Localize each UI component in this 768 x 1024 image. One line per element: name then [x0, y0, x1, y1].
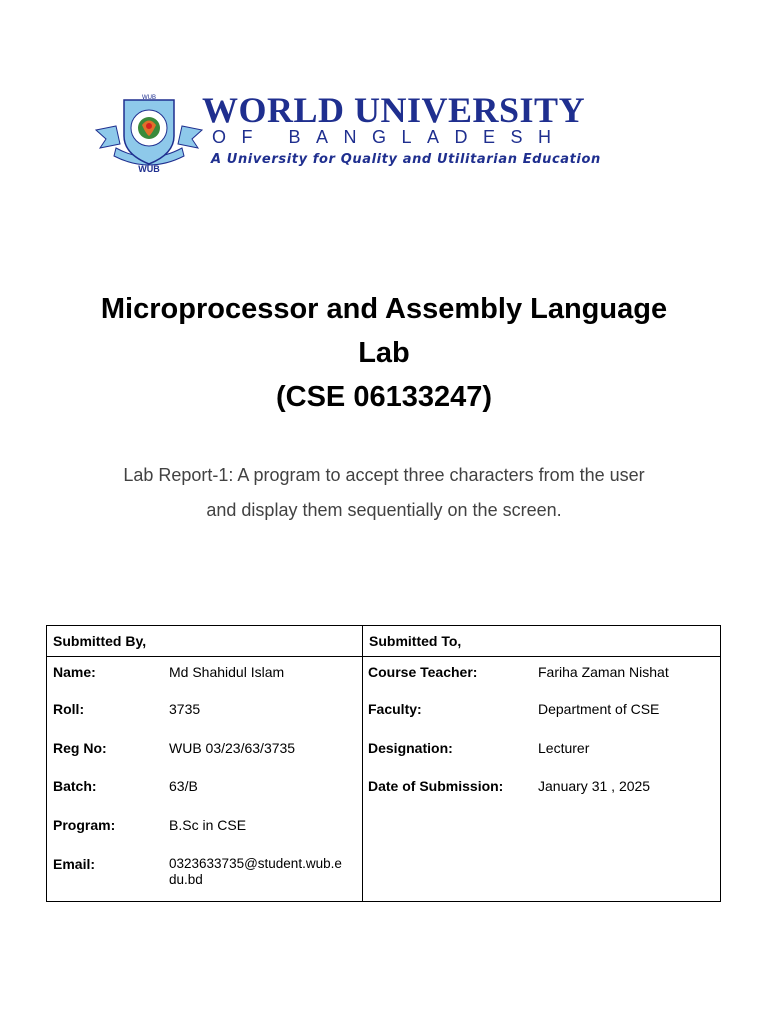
university-seal-icon — [94, 92, 204, 178]
course-title-line-2: Lab — [358, 337, 410, 369]
email-value-line-1: 0323633735@student.wub.e — [169, 856, 342, 871]
batch-value: 63/B — [169, 778, 198, 794]
seal-top-text: WUB — [142, 95, 156, 101]
submitted-to-cell — [363, 657, 721, 902]
faculty-value: Department of CSE — [538, 701, 660, 717]
course-title — [0, 287, 768, 419]
reg-no-label: Reg No: — [53, 740, 107, 756]
submitted-by-details — [47, 657, 362, 888]
lab-report-line-1: Lab Report-1: A program to accept three characters from the user — [123, 465, 645, 485]
designation-value: Lecturer — [538, 740, 590, 756]
program-label: Program: — [53, 817, 116, 833]
course-teacher-value: Fariha Zaman Nishat — [538, 664, 669, 680]
date-of-submission-label: Date of Submission: — [368, 778, 504, 794]
university-logo — [94, 92, 634, 178]
submitted-to-heading: Submitted To, — [363, 626, 721, 657]
to-row-teacher — [363, 657, 720, 701]
email-label: Email: — [53, 856, 96, 872]
university-name: WORLD UNIVERSITY — [202, 90, 586, 130]
batch-label: Batch: — [53, 778, 97, 794]
submission-header-row — [47, 626, 721, 657]
lab-report-description — [0, 458, 768, 528]
email-value — [169, 856, 362, 888]
by-row-reg — [47, 740, 362, 778]
course-code: (CSE 06133247) — [275, 381, 493, 413]
roll-label: Roll: — [53, 701, 85, 717]
by-row-program — [47, 817, 362, 856]
submitted-to-details — [363, 657, 720, 817]
name-value: Md Shahidul Islam — [169, 664, 285, 680]
by-row-email — [47, 856, 362, 888]
university-tagline: A University for Quality and Utilitarian Education — [211, 152, 601, 167]
submitted-by-cell — [47, 657, 363, 902]
email-value-line-2: du.bd — [169, 872, 203, 887]
name-label: Name: — [53, 664, 96, 680]
by-row-name — [47, 657, 362, 701]
lab-report-line-2: and display them sequentially on the screen. — [206, 500, 562, 520]
designation-label: Designation: — [368, 740, 453, 756]
course-title-line-1: Microprocessor and Assembly Language — [100, 293, 668, 325]
submission-table — [46, 625, 721, 902]
to-row-faculty — [363, 701, 720, 740]
faculty-label: Faculty: — [368, 701, 422, 717]
university-country-line: OF BANGLADESH — [212, 127, 567, 147]
by-row-roll — [47, 701, 362, 740]
submission-body-row — [47, 657, 721, 902]
program-value: B.Sc in CSE — [169, 817, 247, 833]
to-row-designation — [363, 740, 720, 778]
seal-bottom-text: WUB — [138, 164, 160, 174]
date-of-submission-value: January 31 , 2025 — [538, 778, 651, 794]
course-teacher-label: Course Teacher: — [368, 664, 478, 680]
to-row-date — [363, 778, 720, 817]
roll-value: 3735 — [169, 701, 201, 717]
by-row-batch — [47, 778, 362, 817]
submitted-by-heading: Submitted By, — [47, 626, 363, 657]
reg-no-value: WUB 03/23/63/3735 — [169, 740, 296, 756]
